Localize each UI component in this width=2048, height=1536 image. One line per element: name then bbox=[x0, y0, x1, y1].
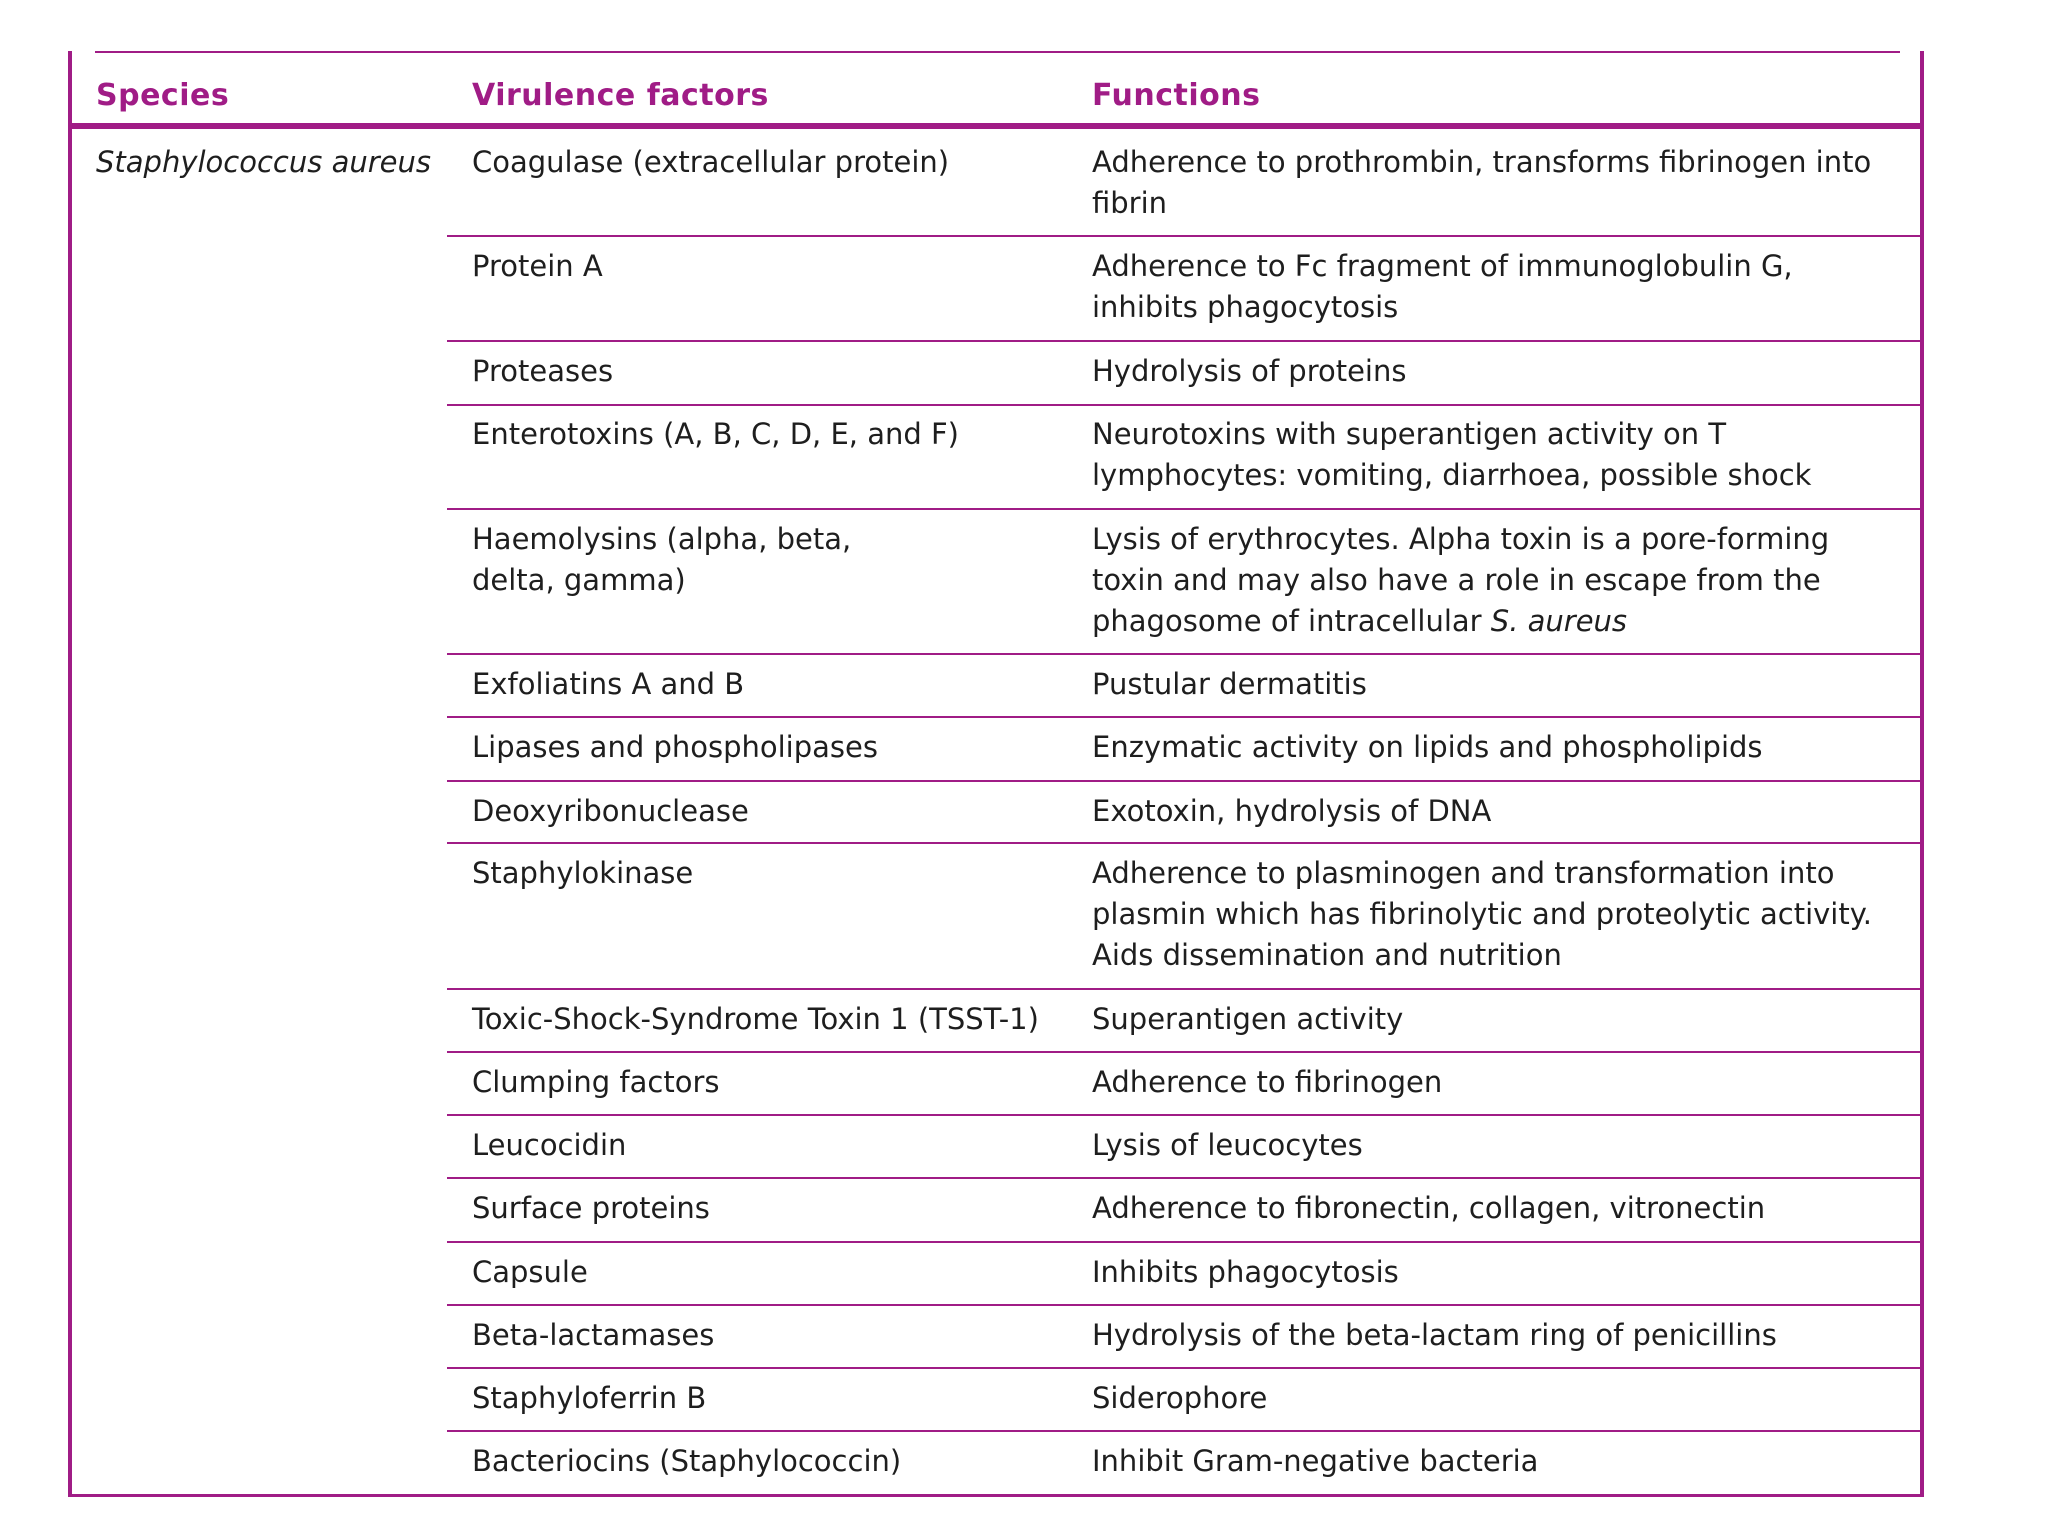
function-cell: Adherence to Fc fragment of immunoglobulin G, inhibits phagocytosis bbox=[1092, 249, 1793, 324]
factor-cell: Exfoliatins A and B bbox=[472, 667, 745, 701]
row-divider bbox=[447, 340, 1924, 342]
factor-cell: Capsule bbox=[472, 1255, 588, 1289]
row-divider bbox=[447, 1367, 1924, 1369]
factor-cell: Staphyloferrin B bbox=[472, 1381, 707, 1415]
factor-cell: Toxic-Shock-Syndrome Toxin 1 (TSST-1) bbox=[472, 1002, 1039, 1036]
header-virulence-factors: Virulence factors bbox=[472, 78, 769, 113]
row-divider bbox=[447, 842, 1924, 844]
function-cell: Enzymatic activity on lipids and phospholipids bbox=[1092, 730, 1763, 764]
row-divider bbox=[447, 1051, 1924, 1053]
row-divider bbox=[447, 1241, 1924, 1243]
row-divider bbox=[447, 653, 1924, 655]
factor-cell: Bacteriocins (Staphylococcin) bbox=[472, 1444, 902, 1478]
factor-cell: Deoxyribonuclease bbox=[472, 794, 749, 828]
factor-cell: Leucocidin bbox=[472, 1128, 627, 1162]
row-divider bbox=[447, 404, 1924, 406]
factor-cell: Proteases bbox=[472, 354, 614, 388]
function-italic-text: S. aureus bbox=[1490, 604, 1628, 638]
function-text: Lysis of erythrocytes. Alpha toxin is a pore-forming toxin and may also have a role in escape from the phagosome of intracellular bbox=[1092, 522, 1830, 638]
function-cell: Hydrolysis of proteins bbox=[1092, 354, 1407, 388]
header-species: Species bbox=[96, 78, 230, 113]
function-cell: Adherence to fibrinogen bbox=[1092, 1065, 1443, 1099]
row-divider bbox=[447, 780, 1924, 782]
row-divider bbox=[447, 1430, 1924, 1432]
table-top-border bbox=[95, 51, 1900, 53]
table-left-border bbox=[68, 51, 72, 1496]
function-cell: Inhibits phagocytosis bbox=[1092, 1255, 1399, 1289]
species-name: Staphylococcus aureus bbox=[96, 145, 431, 179]
function-cell: Adherence to fibronectin, collagen, vitronectin bbox=[1092, 1191, 1766, 1225]
function-cell: Adherence to plasminogen and transformation into plasmin which has fibrinolytic and proteolytic activity. Aids dissemination and nutrition bbox=[1092, 856, 1872, 972]
row-divider bbox=[447, 508, 1924, 510]
function-cell: Adherence to prothrombin, transforms fibrinogen into fibrin bbox=[1092, 145, 1872, 220]
row-divider bbox=[447, 988, 1924, 990]
header-functions: Functions bbox=[1092, 78, 1261, 113]
row-divider bbox=[447, 235, 1924, 237]
factor-cell: Lipases and phospholipases bbox=[472, 730, 878, 764]
row-divider bbox=[447, 716, 1924, 718]
function-cell: Pustular dermatitis bbox=[1092, 667, 1367, 701]
function-cell: Inhibit Gram-negative bacteria bbox=[1092, 1444, 1539, 1478]
factor-cell: Surface proteins bbox=[472, 1191, 710, 1225]
factor-cell: Beta-lactamases bbox=[472, 1318, 715, 1352]
header-divider bbox=[68, 123, 1924, 129]
row-divider bbox=[447, 1114, 1924, 1116]
function-cell: Siderophore bbox=[1092, 1381, 1268, 1415]
factor-cell: Enterotoxins (A, B, C, D, E, and F) bbox=[472, 417, 959, 451]
factor-cell: Protein A bbox=[472, 249, 603, 283]
factor-cell: Clumping factors bbox=[472, 1065, 720, 1099]
function-cell: Exotoxin, hydrolysis of DNA bbox=[1092, 794, 1492, 828]
function-cell: Lysis of leucocytes bbox=[1092, 1128, 1363, 1162]
function-cell: Neurotoxins with superantigen activity on T lymphocytes: vomiting, diarrhoea, possible shock bbox=[1092, 417, 1812, 492]
function-cell: Superantigen activity bbox=[1092, 1002, 1404, 1036]
function-cell: Hydrolysis of the beta-lactam ring of penicillins bbox=[1092, 1318, 1777, 1352]
factor-cell: Haemolysins (alpha, beta, delta, gamma) bbox=[472, 522, 852, 597]
factor-cell: Staphylokinase bbox=[472, 856, 694, 890]
factor-cell: Coagulase (extracellular protein) bbox=[472, 145, 950, 179]
function-cell bbox=[1092, 519, 1907, 642]
row-divider bbox=[447, 1177, 1924, 1179]
row-divider bbox=[447, 1304, 1924, 1306]
table-bottom-border bbox=[68, 1494, 1924, 1497]
table-right-border bbox=[1920, 51, 1924, 1496]
